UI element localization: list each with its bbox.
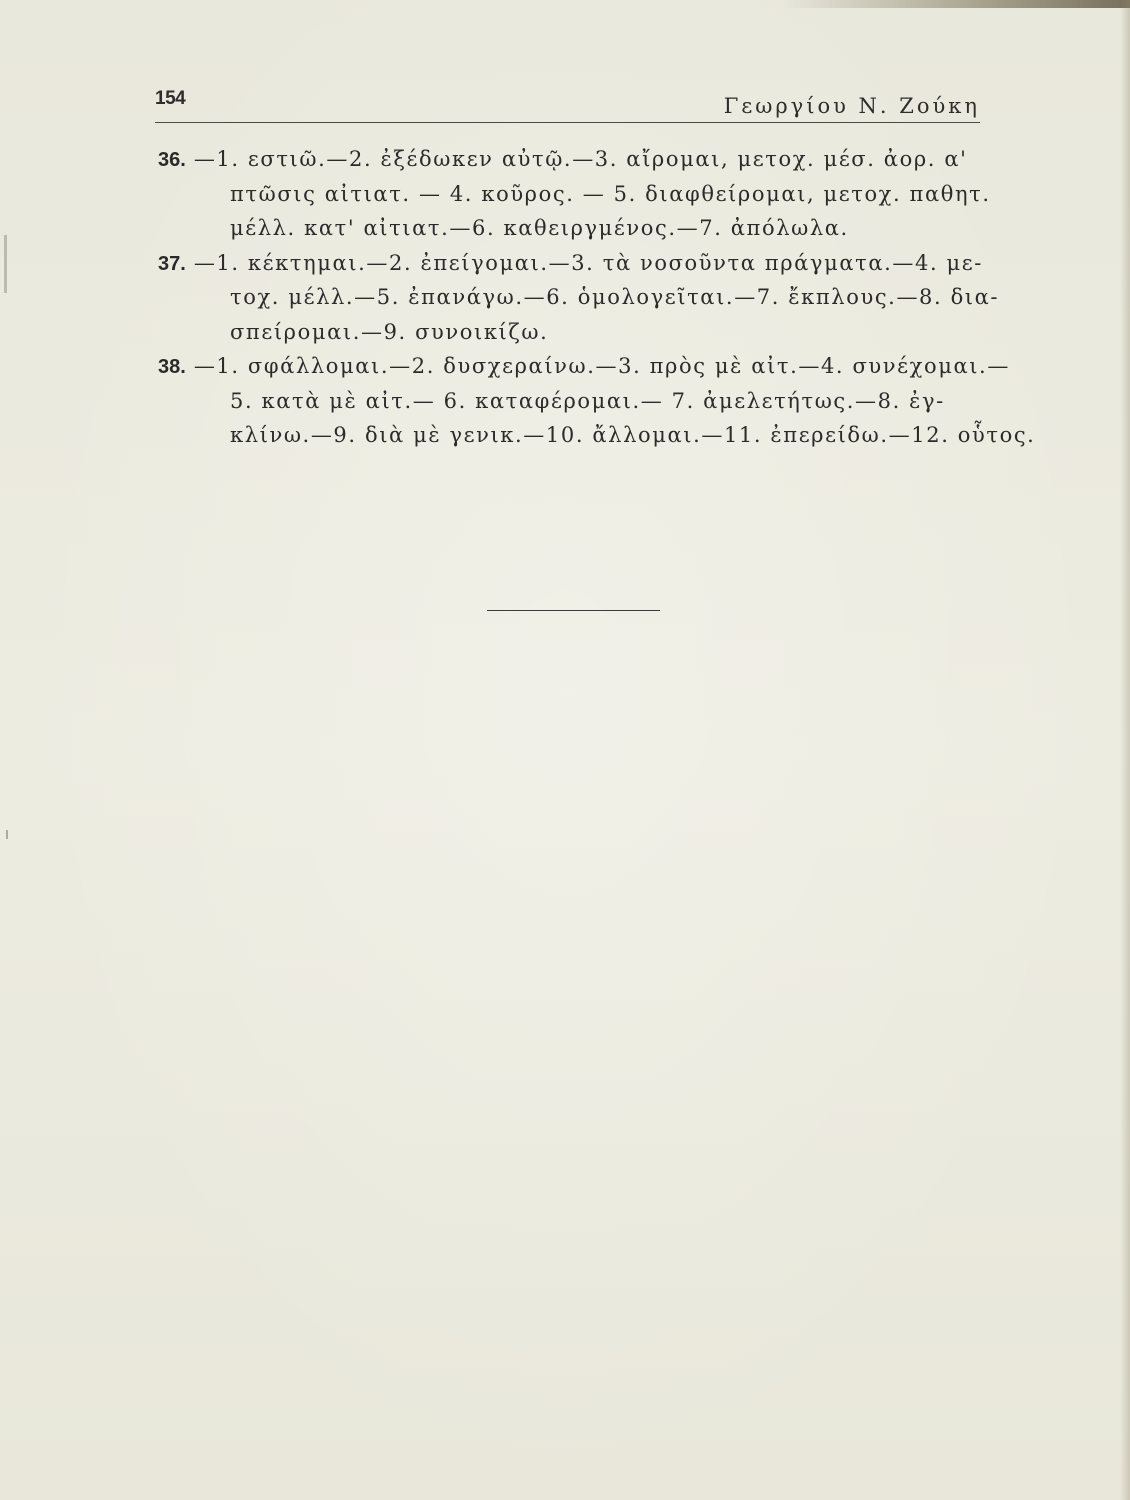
entry-line: σπείρομαι.—9. συνοικίζω. <box>230 319 549 344</box>
entry-37 <box>158 246 998 350</box>
answer-key <box>158 142 1036 453</box>
entry-line: τοχ. μέλλ.—5. ἐπανάγω.—6. ὁμολογεῖται.—7. ἔκπλους.—8. δια- <box>230 285 1000 309</box>
header-rule <box>155 122 980 123</box>
entry-text: —1. εστιῶ.—2. ἐξέδωκεν αὐτῷ.—3. αἴρομαι, μετοχ. μέσ. ἀορ. α' <box>193 147 968 171</box>
entry-line: κλίνω.—9. διὰ μὲ γενικ.—10. ἄλλομαι.—11. ἐπερείδω.—12. οὗτος. <box>230 423 1036 447</box>
section-end-rule <box>487 610 660 611</box>
entry-36 <box>158 142 998 246</box>
page-number: 154 <box>155 88 186 109</box>
entry-number: 36. <box>158 149 186 171</box>
entry-38 <box>158 349 1036 453</box>
entry-line <box>158 349 1010 384</box>
margin-mark <box>6 830 8 839</box>
margin-mark <box>4 235 7 293</box>
page-right-edge <box>1120 0 1130 1500</box>
entry-line <box>158 246 998 281</box>
entry-number: 38. <box>158 356 186 378</box>
entry-number: 37. <box>158 252 186 275</box>
entry-line: μέλλ. κατ' αἰτιατ.—6. καθειργμένος.—7. ἀπόλωλα. <box>230 216 849 240</box>
page-edge-shadow <box>780 0 1130 8</box>
entry-text: —1. κέκτημαι.—2. ἐπείγομαι.—3. τὰ νοσοῦντα πράγματα.—4. με- <box>193 250 983 275</box>
entry-line: 5. κατὰ μὲ αἰτ.— 6. καταφέρομαι.— 7. ἀμελετήτως.—8. ἐγ- <box>230 388 945 413</box>
running-head: Γεωργίου Ν. Ζούκη <box>723 94 980 118</box>
entry-text: —1. σφάλλομαι.—2. δυσχεραίνω.—3. πρὸς μὲ αἰτ.—4. συνέχομαι.— <box>193 354 1010 378</box>
entry-line <box>158 142 998 177</box>
entry-line: πτῶσις αἰτιατ. — 4. κοῦρος. — 5. διαφθείρομαι, μετοχ. παθητ. <box>230 181 991 206</box>
